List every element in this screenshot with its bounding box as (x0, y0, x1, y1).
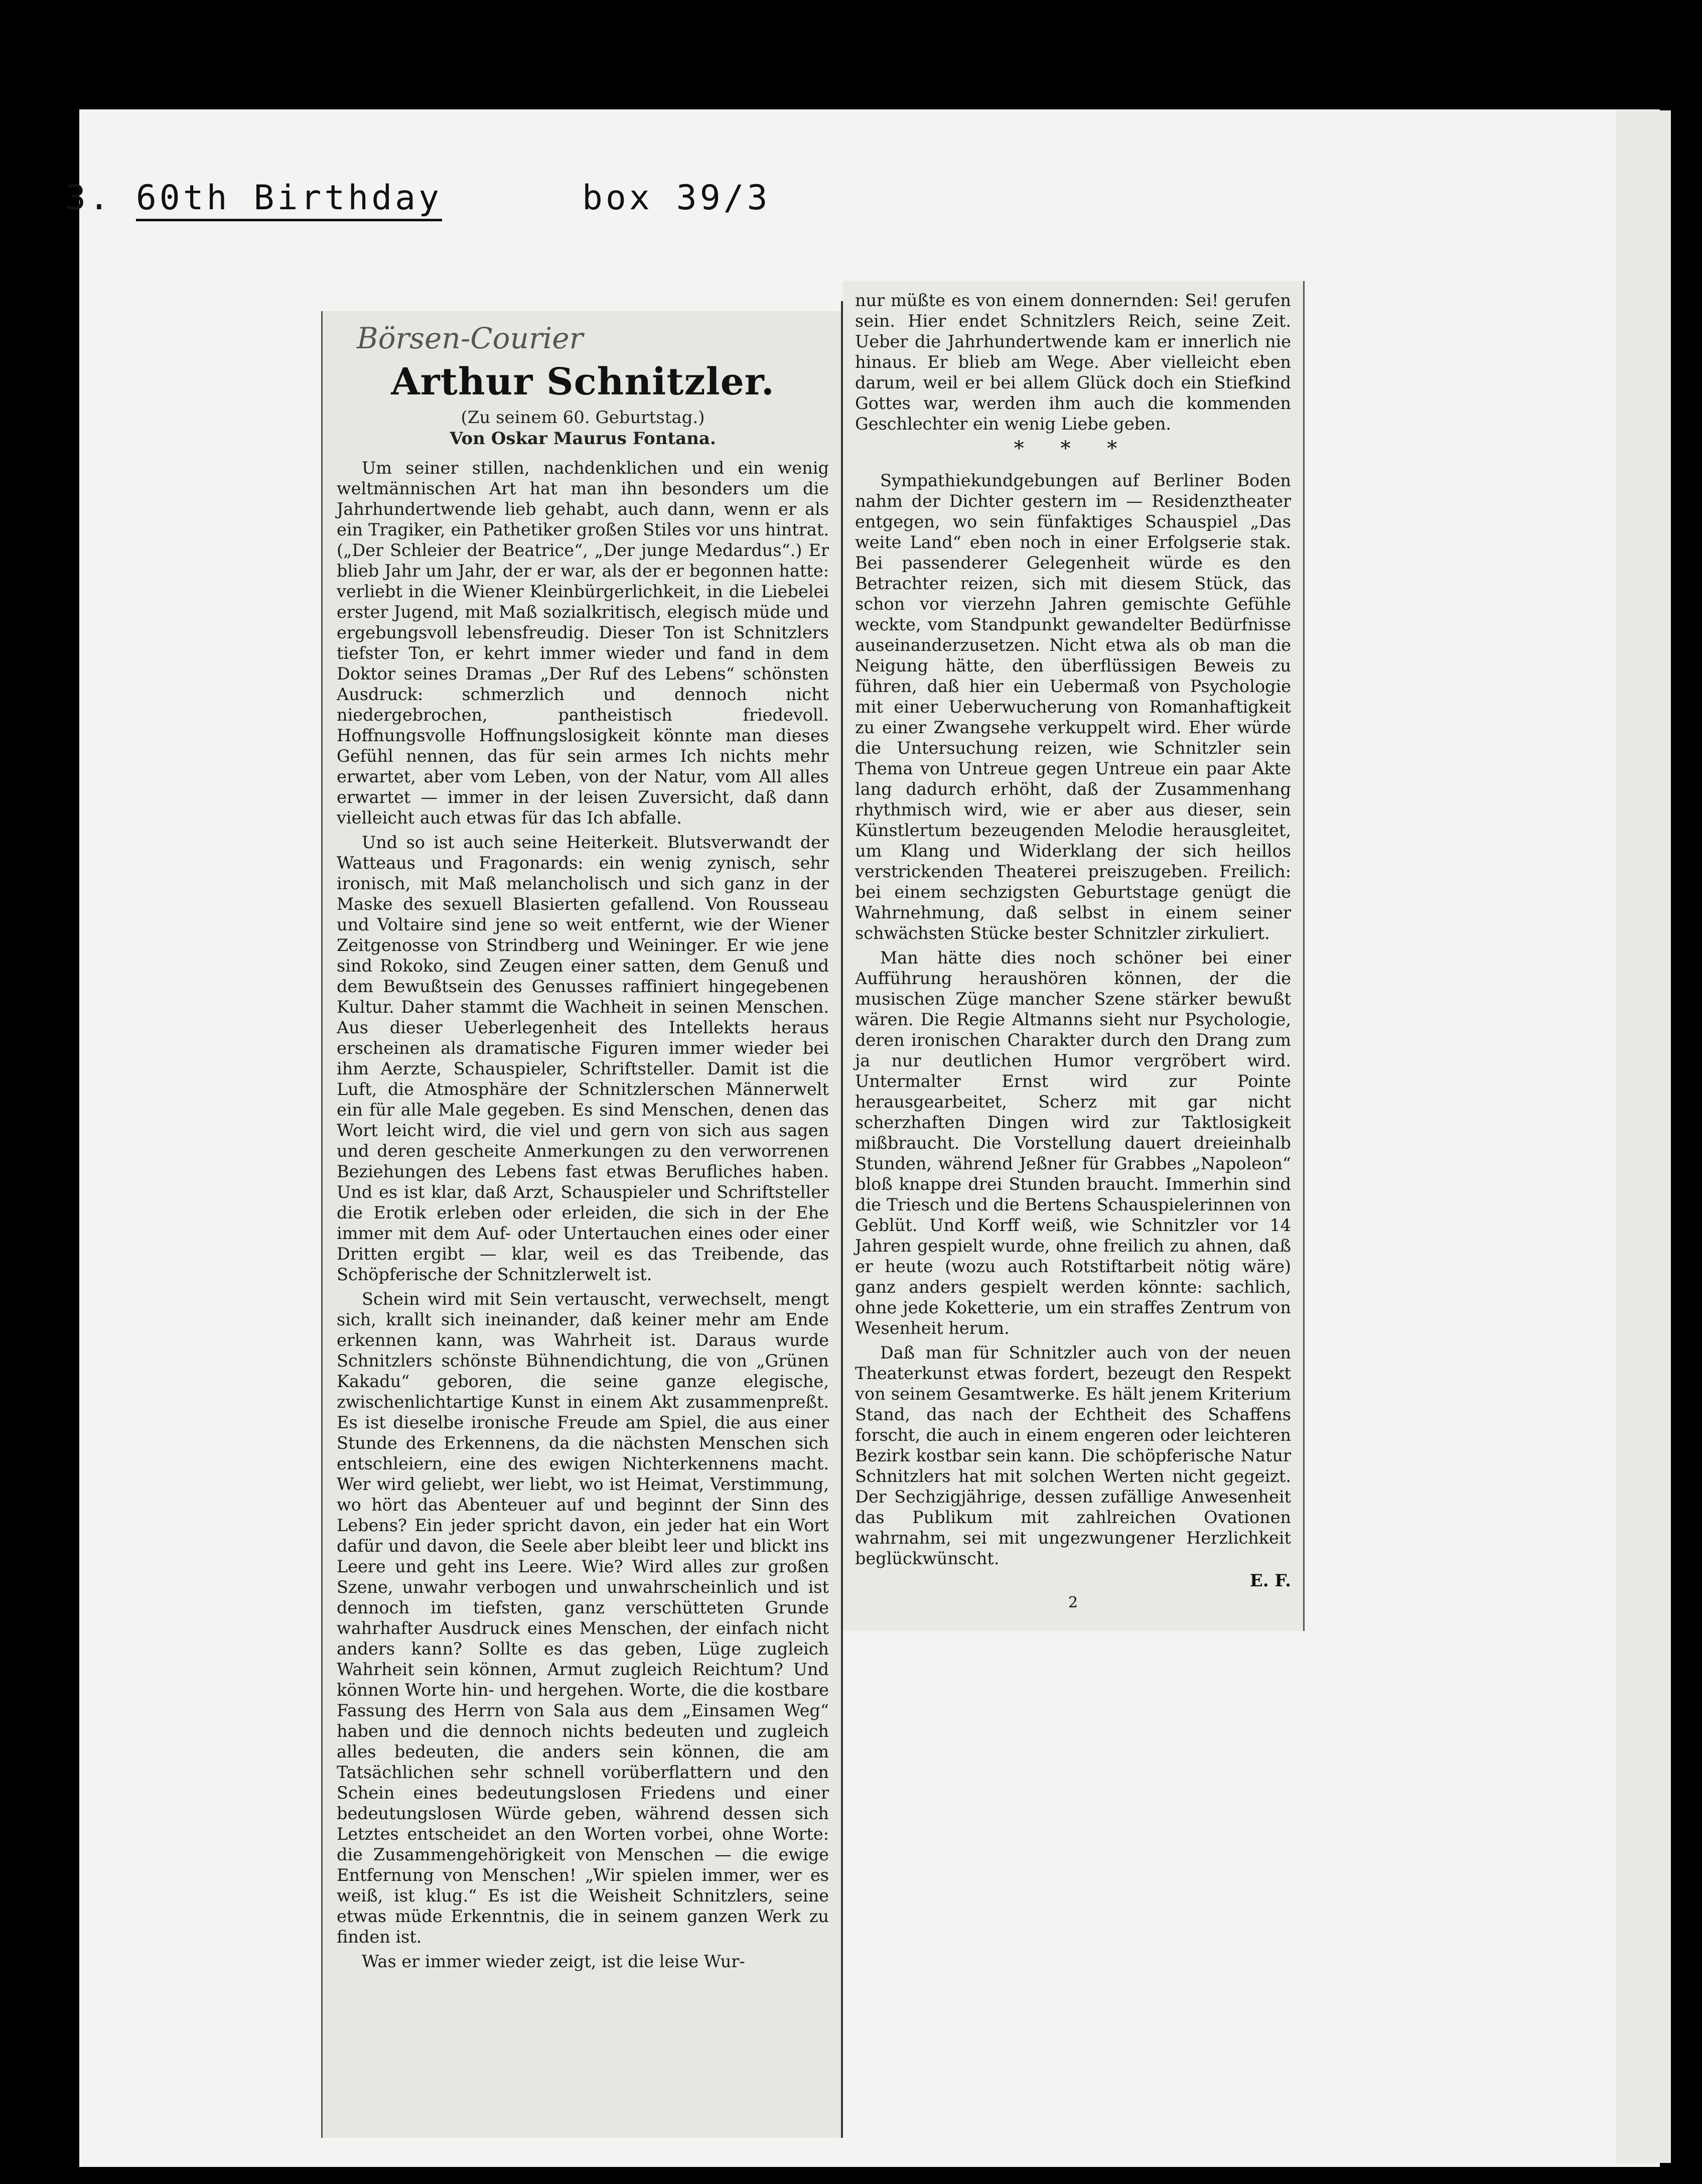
handwritten-note: Börsen-Courier (357, 321, 584, 355)
clipping-right-column (843, 281, 1305, 1631)
end-mark: 2 (1068, 1594, 1078, 1611)
right-paragraph: Daß man für Schnitzler auch von der neuen Theaterkunst etwas fordert, bezeugt den Respekt von seinem Gesamtwerke. Es hält jenem Kriterium Stand, das nach der Echtheit des Schaffens forscht, die auch in einem engeren oder leichteren Bezirk kostbar sein kann. Die schöpferische Natur Schnitzlers hat mit solchen Werten nicht gegeizt. Der Sechzigjährige, dessen zufällige Anwesenheit das Publikum mit zahlreichen Ovationen wahrnahm, sei mit ungezwungener Herzlichkeit beglückwünscht. (855, 1343, 1291, 1568)
right-paragraph: Man hätte dies noch schöner bei einer Aufführung heraushören können, der die musischen Züge mancher Szene stärker bewußt wären. Die Regie Altmanns sieht nur Psychologie, deren ironischen Charakter durch den Drang zum ja nur deutlichen Humor vergröbert wird. Untermalter Ernst wird zur Pointe herausgearbeitet, Scherz mit gar nicht scherzhaften Dingen wird zur Taktlosigkeit mißbraucht. Die Vorstellung dauert dreieinhalb Stunden, während Jeßner für Grabbes „Napoleon“ bloß knappe drei Stunden braucht. Immerhin sind die Triesch und die Bertens Schauspielerinnen von Geblüt. Und Korff weiß, wie Schnitzler vor 14 Jahren gespielt wurde, ohne freilich zu ahnen, daß er heute (wozu auch Rotstiftarbeit nötig wäre) ganz anders gespielt werden könnte: sachlich, ohne jede Koketterie, um ein straffes Zentrum von Wesenheit herum. (855, 948, 1291, 1338)
left-paragraph: Um seiner stillen, nachdenklichen und ein wenig weltmännischen Art hat man ihn besonders um die Jahrhundertwende lieb gehabt, auch dann, wenn er als ein Tragiker, ein Pathetiker großen Stiles vor uns hintrat. („Der Schleier der Beatrice“, „Der junge Medardus“.) Er blieb Jahr um Jahr, der er war, als der er begonnen hatte: verliebt in die Wiener Kleinbürgerlichkeit, in die Liebelei erster Jugend, mit Maß sozialkritisch, elegisch müde und ergebungsvoll lebensfreudig. Dieser Ton ist Schnitzlers tiefster Ton, er kehrt immer wieder und fand in dem Doktor seines Dramas „Der Ruf des Lebens“ schönsten Ausdruck: schmerzlich und dennoch nicht niedergebrochen, pantheistisch friedevoll. Hoffnungsvolle Hoffnungslosigkeit könnte man dieses Gefühl nennen, das für sein armes Ich nichts mehr erwartet, aber vom Leben, von der Natur, vom All alles erwartet — immer in der leisen Zuversicht, daß dann vielleicht auch etwas für das Ich abfalle. (337, 458, 829, 828)
article-signature: E. F. (1249, 1571, 1291, 1591)
header-box-number: box 39/3 (582, 178, 771, 218)
right-top-paragraph: nur müßte es von einem donnernden: Sei! gerufen sein. Hier endet Schnitzlers Reich, seine Zeit. Ueber die Jahrhundertwende kam er innerlich nie hinaus. Er blieb am Wege. Aber vielleicht eben darum, weil er bei allem Glück doch ein Stiefkind Gottes war, werden ihm auch die kommenden Geschlechter ein wenig Liebe geben. (855, 291, 1291, 434)
header-prefix: 3. (65, 178, 112, 218)
sheet-edge (1616, 110, 1671, 2163)
section-separator: * * * (1014, 437, 1132, 460)
right-paragraph: Sympathiekundgebungen auf Berliner Boden nahm der Dichter gestern im — Residenztheater entgegen, wo sein fünfaktiges Schauspiel „Das weite Land“ eben noch in einer Erfolgserie stak. Bei passenderer Gelegenheit würde es den Betrachter reizen, sich mit diesem Stück, das schon vor vierzehn Jahren gemischte Gefühle weckte, vom Standpunkt gewandelter Bedürfnisse auseinanderzusetzen. Nicht etwa als ob man die Neigung hätte, den überflüssigen Beweis zu führen, daß hier ein Uebermaß von Psychologie mit einer Ueberwucherung von Romanhaftigkeit zu einer Zwangsehe verkuppelt wird. Eher würde die Untersuchung reizen, wie Schnitzler sein Thema von Untreue gegen Untreue ein paar Akte lang dadurch erhöht, daß der Zusammenhang rhythmisch wird, wie er aber aus dieser, sein Künstlertum bezeugenden Melodie herausgleitet, um Klang und Widerklang der sich heillos verstrickenden Theaterei preiszugeben. Freilich: bei einem sechzigsten Geburtstage genügt die Wahrnehmung, daß selbst in einem seiner schwächsten Stücke bester Schnitzler zirkuliert. (855, 471, 1291, 943)
left-paragraph: Schein wird mit Sein vertauscht, verwechselt, mengt sich, krallt sich ineinander, daß keiner mehr am Ende erkennen kann, was Wahrheit ist. Daraus wurde Schnitzlers schönste Bühnendichtung, die von „Grünen Kakadu“ geboren, die seine ganze elegische, zwischenlichtartige Kunst in einem Akt zusammenpreßt. Es ist dieselbe ironische Freude am Spiel, die aus einer Stunde des Erkennens, da die nächsten Menschen sich entschleiern, eine des ewigen Nichterkennens macht. Wer wird geliebt, wer liebt, wo ist Heimat, Verstimmung, wo hört das Abenteuer auf und beginnt der Sinn des Lebens? Ein jeder spricht davon, ein jeder hat ein Wort dafür und davon, die Seele aber bleibt leer und blickt ins Leere und geht ins Leere. Wie? Wird alles zur großen Szene, unwahr verbogen und unwahrscheinlich und ist dennoch im tiefsten, ganz verschütteten Grunde wahrhafter Ausdruck eines Menschen, der einfach nicht anders kann? Sollte es das geben, Lüge zugleich Wahrheit sein können, Armut zugleich Reichtum? Und können Worte hin- und hergehen. Worte, die die kostbare Fassung des Herrn von Sala aus dem „Einsamen Weg“ haben und die dennoch nichts bedeuten und zugleich alles bedeuten, die anders sein können, die am Tatsächlichen sehr schnell vorüberflattern und den Schein eines bedeutungslosen Friedens und einer bedeutungslosen Würde geben, während dessen sich Letztes entscheidet an den Worten vorbei, ohne Worte: die Zusammengehörigkeit von Menschen — die ewige Entfernung von Menschen! „Wir spielen immer, wer es weiß, ist klug.“ Es ist die Weisheit Schnitzlers, seine etwas müde Erkenntnis, die in seinem ganzen Werk zu finden ist. (337, 1289, 829, 1947)
newspaper-clipping (321, 281, 1305, 2148)
article-title: Arthur Schnitzler. (391, 360, 775, 403)
left-paragraph: Und so ist auch seine Heiterkeit. Blutsverwandt der Watteaus und Fragonards: ein wenig zynisch, sehr ironisch, mit Maß melancholisch und sich ganz in der Maske des sexuell Blasierten gefallend. Von Rousseau und Voltaire sind jene so weit entfernt, wie der Wiener Zeitgenosse von Strindberg und Weininger. Er wie jene sind Rokoko, sind Zeugen einer satten, dem Genuß und dem Bewußtsein des Genusses raffiniert hingegebenen Kultur. Daher stammt die Wachheit in seinen Menschen. Aus dieser Ueberlegenheit des Intellekts heraus erscheinen als dramatische Figuren immer wieder bei ihm Aerzte, Schauspieler, Schriftsteller. Damit ist die Luft, die Atmosphäre der Schnitzlerschen Männerwelt ein für alle Male gegeben. Es sind Menschen, denen das Wort leicht wird, die viel und gern von sich aus sagen und deren gescheite Anmerkungen zu den verworrenen Beziehungen des Lebens fast etwas Berufliches haben. Und es ist klar, daß Arzt, Schauspieler und Schriftsteller die Erotik erleben oder erleiden, die sich in der Ehe immer mit dem Auf- oder Untertauchen eines oder einer Dritten ergibt — klar, weil es das Treibende, das Schöpferische der Schnitzlerwelt ist. (337, 833, 829, 1284)
header-birthday: 60th Birthday (136, 178, 442, 221)
left-paragraph: Was er immer wieder zeigt, ist die leise Wur- (362, 1952, 745, 1971)
article-author: Von Oskar Maurus Fontana. (450, 429, 716, 449)
clipping-left-column (321, 311, 843, 2138)
article-subtitle: (Zu seinem 60. Geburtstag.) (461, 407, 705, 428)
archive-header (65, 178, 771, 218)
